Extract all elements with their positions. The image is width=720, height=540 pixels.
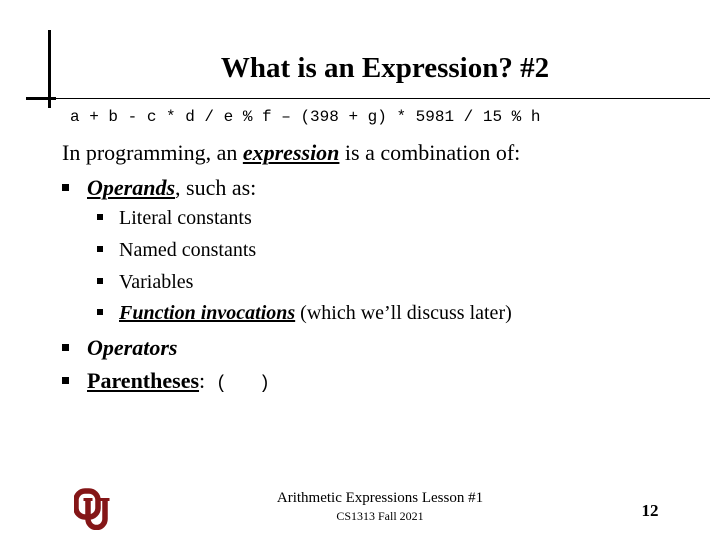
named-constants-label: Named constants: [119, 239, 257, 261]
parentheses-symbols: ( ): [205, 374, 270, 394]
list-item-function-invocations: [97, 300, 512, 326]
operands-term: Operands: [87, 175, 176, 200]
list-item-literal-constants: [97, 205, 252, 231]
bullet-square-icon: [62, 184, 69, 191]
decorative-horizontal-rule: [26, 98, 710, 99]
bullet-square-icon: [97, 246, 103, 252]
intro-text: [62, 139, 520, 167]
function-invocations-term: Function invocations: [119, 302, 296, 324]
logo-shapes: [76, 491, 110, 527]
footer-lesson-title: Arithmetic Expressions Lesson #1: [276, 490, 484, 506]
operands-suffix: , such as:: [175, 175, 257, 200]
footer-course-label: CS1313 Fall 2021: [336, 509, 424, 523]
list-item-operands: [62, 174, 256, 202]
bullet-square-icon: [62, 344, 69, 351]
list-item-named-constants: [97, 237, 256, 263]
intro-suffix: is a combination of:: [339, 140, 521, 165]
literal-constants-label: Literal constants: [119, 207, 252, 229]
parentheses-colon: :: [199, 368, 206, 393]
decorative-rule-accent: [26, 97, 56, 100]
variables-label: Variables: [119, 271, 194, 293]
list-item-variables: [97, 269, 193, 295]
operators-term: Operators: [87, 335, 178, 360]
code-expression: a + b - c * d / e % f – (398 + g) * 5981 / 15 % h: [70, 108, 541, 126]
list-item-parentheses: [62, 367, 270, 398]
parentheses-term: Parentheses: [87, 368, 200, 393]
bullet-square-icon: [97, 278, 103, 284]
ou-interlocking-logo-icon: [74, 486, 114, 530]
bullet-square-icon: [62, 377, 69, 384]
function-invocations-suffix: (which we’ll discuss later): [295, 302, 512, 324]
list-item-operators: [62, 334, 177, 362]
bullet-square-icon: [97, 309, 103, 315]
intro-prefix: In programming, an: [62, 140, 243, 165]
page-number: 12: [641, 501, 659, 520]
bullet-square-icon: [97, 214, 103, 220]
slide-title: What is an Expression? #2: [220, 52, 550, 84]
intro-term-expression: expression: [242, 140, 340, 165]
